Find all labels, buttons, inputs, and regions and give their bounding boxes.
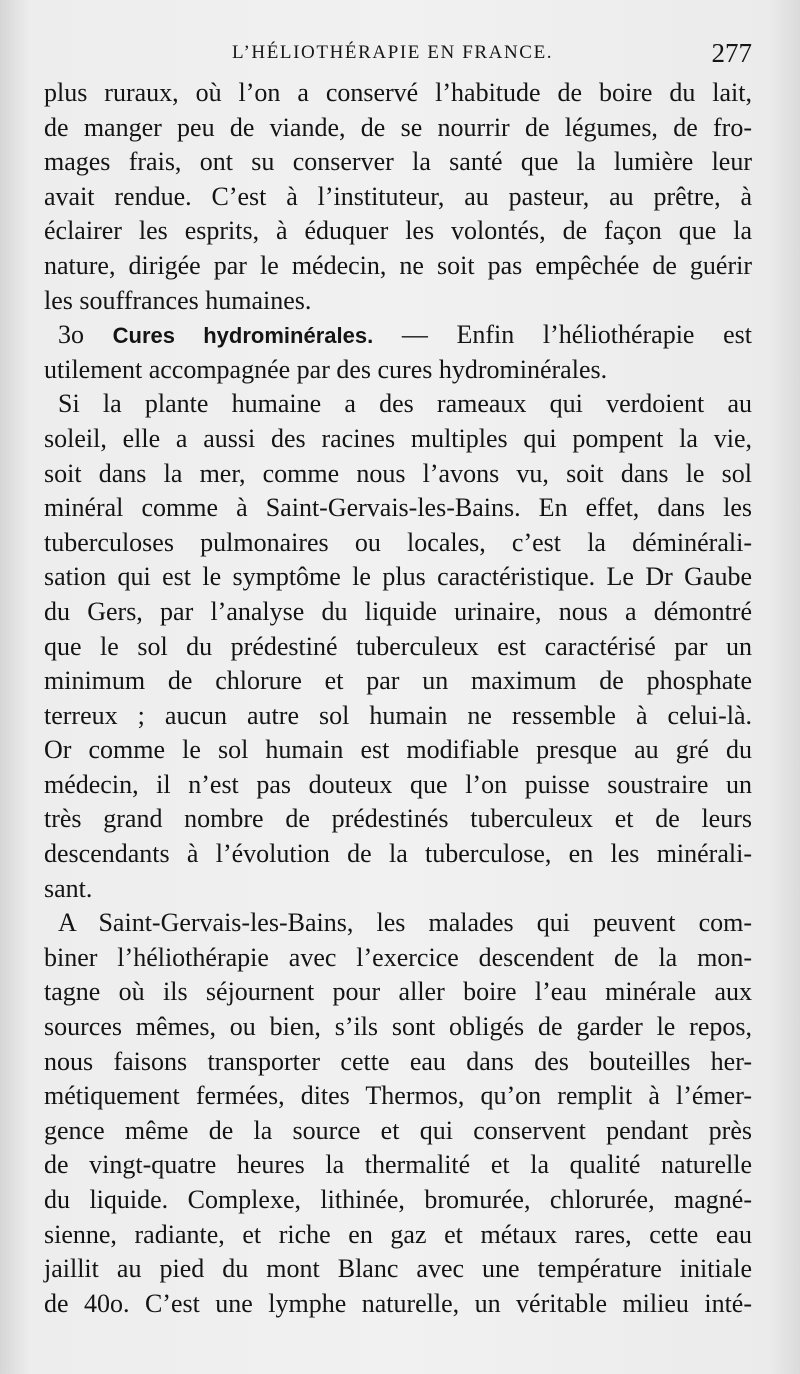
text-line: sources mêmes, ou bien, s’ils sont obligés de garder le repos, xyxy=(44,1012,752,1042)
text-line: de 40o. C’est une lymphe naturelle, un véritable milieu inté- xyxy=(44,1288,752,1318)
text-line: que le sol du prédestiné tuberculeux est caractérisé par un xyxy=(44,631,752,661)
text-line: plus ruraux, où l’on a conservé l’habitude de boire du lait, xyxy=(44,78,752,107)
section-number: 3o xyxy=(58,320,84,350)
text-line: tuberculoses pulmonaires ou locales, c’est la déminérali- xyxy=(44,527,752,557)
text-line: les souffrances humaines. xyxy=(44,285,312,315)
text-line: tagne où ils séjournent pour aller boire l’eau minérale aux xyxy=(44,977,752,1007)
text-line: terreux ; aucun autre sol humain ne ressemble à celui-là. xyxy=(44,700,752,730)
text-line: de vingt-quatre heures la thermalité et la qualité naturelle xyxy=(44,1150,752,1180)
text-line: de manger peu de viande, de se nourrir de légumes, de fro- xyxy=(44,112,752,142)
text-line: A Saint-Gervais-les-Bains, les malades qui peuvent com- xyxy=(58,908,752,938)
text-line: nous faisons transporter cette eau dans des bouteilles her- xyxy=(44,1046,752,1076)
text-line: Si la plante humaine a des rameaux qui verdoient au xyxy=(58,389,752,419)
text-line: sation qui est le symptôme le plus caractéristique. Le Dr Gaube xyxy=(44,562,752,592)
text-line: nature, dirigée par le médecin, ne soit pas empêchée de guérir xyxy=(44,250,752,280)
text-line: éclairer les esprits, à éduquer les volontés, de façon que la xyxy=(44,216,752,246)
section-heading: Cures hydrominérales. xyxy=(112,323,374,349)
text-line: médecin, il n’est pas douteux que l’on puisse soustraire un xyxy=(44,769,752,799)
text-line: très grand nombre de prédestinés tuberculeux et de leurs xyxy=(44,804,752,834)
text-line: minimum de chlorure et par un maximum de phosphate xyxy=(44,666,752,696)
text-line: soleil, elle a aussi des racines multiples qui pompent la vie, xyxy=(44,423,752,453)
text-line: Or comme le sol humain est modifiable presque au gré du xyxy=(44,735,752,765)
body-text xyxy=(44,76,752,1321)
running-head xyxy=(0,38,800,74)
text-line: descendants à l’évolution de la tuberculose, en les minérali- xyxy=(44,839,752,869)
text-line: minéral comme à Saint-Gervais-les-Bains. En effet, dans les xyxy=(44,493,752,523)
page-number: 277 xyxy=(711,38,752,68)
section-heading-line xyxy=(44,318,752,353)
text-line: du liquide. Complexe, lithinée, bromurée, chlorurée, magné- xyxy=(44,1185,752,1214)
text-line: jaillit au pied du mont Blanc avec une température initiale xyxy=(44,1254,752,1284)
text-line: sienne, radiante, et riche en gaz et métaux rares, cette eau xyxy=(44,1219,752,1249)
text-line: utilement accompagnée par des cures hydrominérales. xyxy=(44,354,608,384)
text-line: métiquement fermées, dites Thermos, qu’on remplit à l’émer- xyxy=(44,1081,752,1111)
text-line: avait rendue. C’est à l’instituteur, au pasteur, au prêtre, à xyxy=(44,181,752,211)
text-line: gence même de la source et qui conservent pendant près xyxy=(44,1115,752,1145)
text-line: du Gers, par l’analyse du liquide urinaire, nous a démontré xyxy=(44,596,752,626)
text-line: sant. xyxy=(44,873,93,903)
text-line: soit dans la mer, comme nous l’avons vu, soit dans le sol xyxy=(44,458,752,488)
running-title: L’HÉLIOTHÉRAPIE EN FRANCE. xyxy=(232,42,554,63)
text-line: mages frais, ont su conserver la santé que la lumière leur xyxy=(44,147,752,177)
text-line: biner l’héliothérapie avec l’exercice descendent de la mon- xyxy=(44,942,752,972)
section-intro: — Enfin l’héliothérapie est xyxy=(401,320,752,350)
